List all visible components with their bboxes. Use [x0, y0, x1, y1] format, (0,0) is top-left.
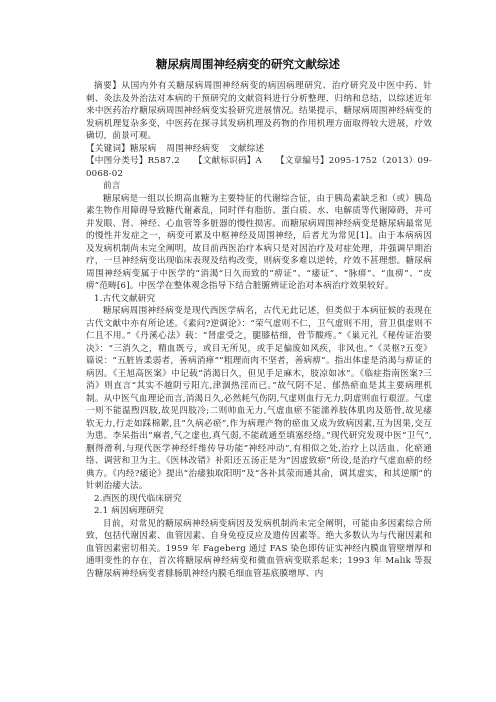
doc-code: 【文献标识码】A: [193, 156, 262, 166]
paper-title: 糖尿病周围神经病变的研究文献综述: [156, 57, 340, 71]
clc-number: 【中图分类号】R587.2: [86, 156, 180, 166]
keywords-label: 【关键词】: [86, 143, 130, 154]
subsection-heading: 2.1 病因病理研究: [94, 506, 164, 516]
section-heading: 前言: [103, 181, 121, 191]
section-heading: 2.西医的现代临床研究: [94, 493, 182, 504]
section2-paragraph: 目前，对常见的糖尿病神经病变病因及发病机制尚未完全阐明，可能由多因素综合所致，包括代谢因素、血管因素、自身免疫反应及遗传因素等。绝大多数认为与代谢因素和血管因素密切相关。1959 年 Fageberg 通过 FAS 染色即传证实神经内膜血管壁增厚和通明变性的存在，首次将糖尿病神经病变和微血管病变联系起来；1993 年 Malik 等报告糖尿病神经病变者腓肠肌神经内膜毛细血管基底膜增厚、内: [86, 518, 432, 579]
keyword: 糖尿病: [129, 143, 157, 154]
paper-body: [86, 80, 432, 580]
keywords: [86, 143, 432, 156]
abstract: 摘要】从国内外有关糖尿病周围神经病变的病因病理研究、治疗研究及中医中药、针刺、灸法及外治法对本病的干预研究的文献资料进行分析整理、归纳和总结，以综述近年来中医药治疗糖尿病周围神经病变实验研究进展情况。结果提示，糖尿病周围神经病变的发病机理复杂多变，中医药在探寻其发病机理及药物的作用机理方面取得较大进展，疗效确切，前景可观。: [86, 81, 432, 141]
keyword: 周围神经病变: [166, 143, 220, 154]
section1-paragraph: 糖尿病周围神经病变是现代西医学病名，古代无此记述，但类似于本病征候的表现在古代文献中亦有所论述。《素问?逆调论》：“荣气虚则不仁，卫气虚则不用，营卫俱虚则不仁且不用。”《丹溪心法》载：“肾虚受之，腿膝枯细，骨节酸疼。”《巢元礼《秘传证治要决》：“三消久之，精血既亏，或目无所见，或手足偏废如风疾，非风也。”《灵枢?五变》篇说：“五脏皆柔弱者，善病消瘅”“粗理而肉不坚者，善病痹”。指出体虚是消渴与痹证的病因。《王旭高医案》中记载“消渴日久，但见手足麻木，肢凉如冰”。《临症指南医案?三消》则直言“其实不越阴亏阳亢,津涸热淫而已。”故气阴不足、郁热瘀血是其主要病理机制。从中医气血理论而言,消渴日久,必然耗气伤阴,气虚则血行无力,阴虚则血行艰涩。气虚一则不能温煦四肢,故见四肢冷;二则帅血无力,气虚血瘀不能濡养肢体肌肉及筋骨,故见痿软无力,行走如踩棉絮,且“久病必瘀”,作为病理产物的瘀血又成为致病因素,互为因果,交互为患。李呆指出“麻者,气之虚也,真气弱,不能疏通至填塞经络。”现代研究发现中医“卫气”,删得滑利,与现代医学神经纤维传导功能“神经冲动”,有相似之处,治疗上以活血、化瘀通络、调营和卫为主。《医林改错》补阳还五汤正是为“因虚致瘀”所设,是治疗气虚血瘀的经典方。《内经?痿论》提出“治痿独取阳明”及“各补其荥而通其俞，调其虚实，和其逆顺”的针刺治痿大法。: [86, 306, 432, 491]
classification-line: [86, 155, 432, 180]
preface-paragraph: 糖尿病是一组以长期高血糖为主要特征的代谢综合征，由于胰岛素缺乏和（或）胰岛素生物作用障碍导致糖代谢紊乱，同时伴有脂肪、蛋白质、水、电解质等代谢障碍，并可并发眼、肾、神经、心血管等多脏器的慢性损害。而糖尿病周围神经病变是糖尿病最常见的慢性并发症之一，病变可累及中枢神经及周围神经，后者尤为常见[1]。由于本病病因及发病机制尚未完全阐明，故目前西医治疗本病只是对因治疗及对症处理，并强调早期治疗，一旦神经病变出现临床表现及结构改变，则病变多难以逆转，疗效不甚理想。糖尿病周围神经病变属于中医学的“消渴”日久而致的“痹证”、“痿证”、“脉痹”、“血痹”、“皮痹”范畴[6]。中医学在整体观念指导下结合脏腑辨证论治对本病治疗效果较好。: [86, 193, 432, 291]
keyword: 文献综述: [229, 143, 265, 154]
section-heading: 1.古代文献研究: [94, 293, 156, 304]
metadata: [86, 143, 432, 181]
article-number: 【文章编号】2095-1752（2013）09-0068-02: [86, 156, 432, 179]
